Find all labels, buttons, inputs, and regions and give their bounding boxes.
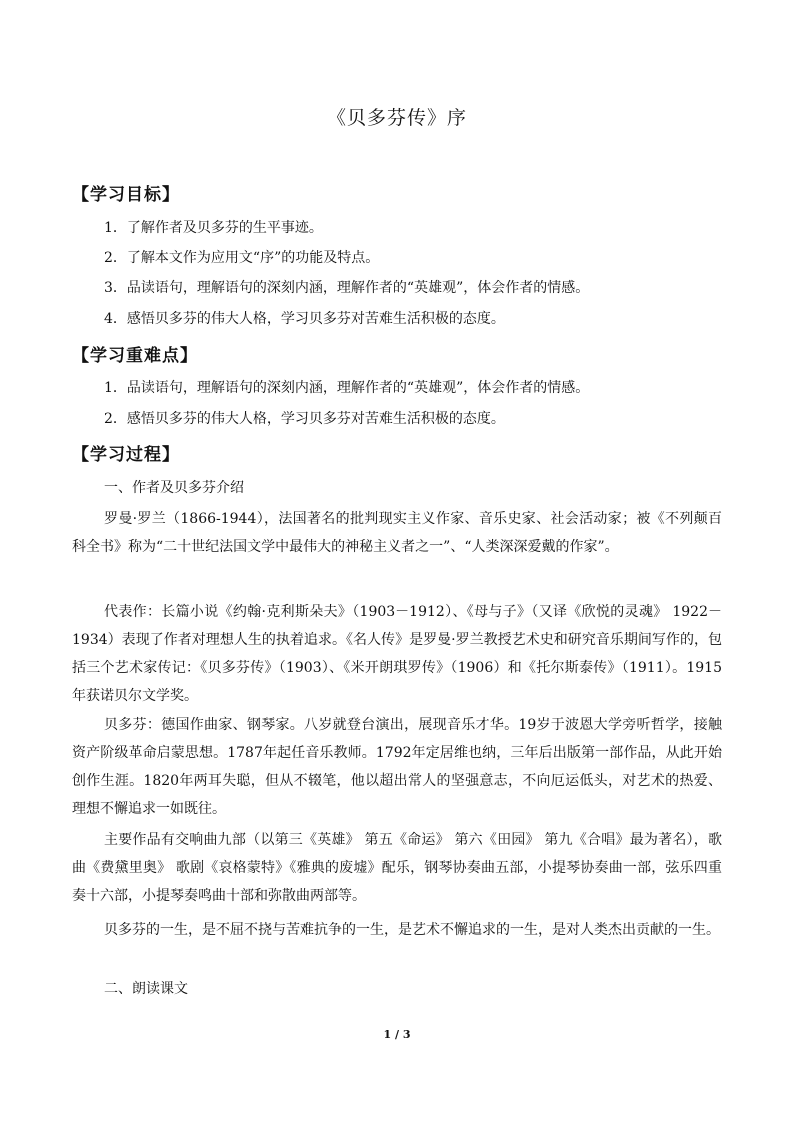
keypoints-heading: 【学习重难点】 <box>72 346 198 366</box>
page-title: 《贝多芬传》序 <box>326 107 467 129</box>
section-1-title: 一、作者及贝多芬介绍 <box>104 480 244 496</box>
goal-item-4: 4．感悟贝多芬的伟大人格，学习贝多芬对苦难生活积极的态度。 <box>104 311 505 327</box>
process-heading: 【学习过程】 <box>72 445 180 465</box>
paragraph-beethoven-life: 贝多芬的一生，是不屈不挠与苦难抗争的一生，是艺术不懈追求的一生，是对人类杰出贡献的一生。 <box>104 922 720 938</box>
paragraph-works: 代表作：长篇小说《约翰·克利斯朵夫》（1903－1912）、《母与子》（又译《欣悦的灵魂》 1922－1934）表现了作者对理想人生的执着追求。《名人传》是罗曼·罗兰教授艺术史和研究音乐期间写作的，包括三个艺术家传记：《贝多芬传》（1903）、《米开朗琪罗传》（1906）和《托尔斯泰传》（1911）。1915年获诺贝尔文学奖。 <box>72 604 722 704</box>
keypoint-item-1: 1．品读语句，理解语句的深刻内涵，理解作者的“英雄观”，体会作者的情感。 <box>104 380 590 396</box>
paragraph-beethoven: 贝多芬：德国作曲家、钢琴家。八岁就登台演出，展现音乐才华。19岁于波恩大学旁听哲学，接触资产阶级革命启蒙思想。1787年起任音乐教师。1792年定居维也纳，三年后出版第一部作品，从此开始创作生涯。1820年两耳失聪，但从不辍笔，他以超出常人的坚强意志，不向厄运低头，对艺术的热爱、理想不懈追求一如既往。 <box>72 717 722 817</box>
keypoint-item-2: 2．感悟贝多芬的伟大人格，学习贝多芬对苦难生活积极的态度。 <box>104 411 505 427</box>
section-2-title: 二、朗读课文 <box>104 981 188 997</box>
goal-item-3: 3．品读语句，理解语句的深刻内涵，理解作者的“英雄观”，体会作者的情感。 <box>104 280 590 296</box>
goals-heading: 【学习目标】 <box>72 185 180 205</box>
goal-item-1: 1．了解作者及贝多芬的生平事迹。 <box>104 220 323 236</box>
paragraph-beethoven-works: 主要作品有交响曲九部（以第三《英雄》 第五《命运》 第六《田园》 第九《合唱》最为著名），歌曲《费黛里奥》 歌剧《哀格蒙特》《雅典的废墟》配乐，钢琴协奏曲五部，小提琴协奏曲一部，弦乐四重奏十六部，小提琴奏鸣曲十部和弥散曲两部等。 <box>72 832 722 904</box>
goal-item-2: 2．了解本文作为应用文“序”的功能及特点。 <box>104 250 380 266</box>
paragraph-author: 罗曼·罗兰（1866-1944），法国著名的批判现实主义作家、音乐史家、社会活动家；被《不列颠百科全书》称为“二十世纪法国文学中最伟大的神秘主义者之一”、“人类深深爱戴的作家”。 <box>72 511 722 555</box>
page-number: 1 / 3 <box>383 1028 411 1041</box>
